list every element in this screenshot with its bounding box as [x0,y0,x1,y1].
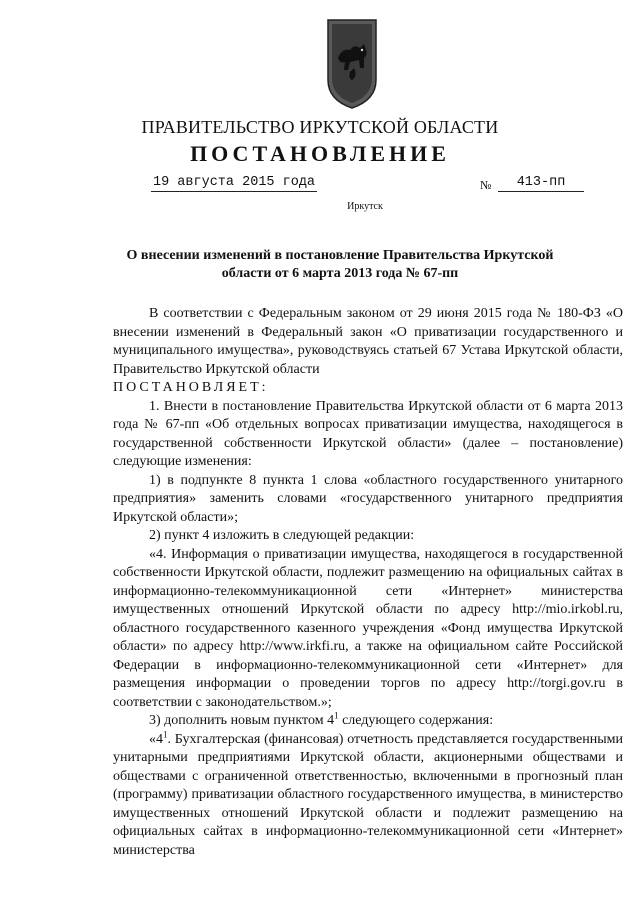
document-title: О внесении изменений в постановление Правительства Иркутской области от 6 марта 2013 года № 67-пп [126,248,554,281]
paragraph-new-item-4-1 [113,728,623,861]
city-name: Иркутск [347,201,383,212]
item-4-1-superscript: 1 [163,728,168,739]
subitem-3-superscript: 1 [334,710,339,721]
paragraph-new-item-4: «4. Информация о приватизации имущества, находящегося в государственной собственности Иркутской области, подлежит размещению на официальных сайтах в информационно-телекоммуникационной сети «Интернет» министерства имущественных отношений Иркутской области по адресу http://mio.irkobl.ru, областного государственного казенного учреждения «Фонд имущества Иркутской области» по адресу http://www.irkfi.ru, а также на официальном сайте Российской Федерации в информационно-телекоммуникационной сети «Интернет» для размещения информации о проведении торгов по адресу http://torgi.gov.ru в соответствии с законодательством.»; [113,546,623,710]
coat-of-arms-emblem [324,18,380,110]
paragraph-item-1: 1. Внести в постановление Правительства Иркутской области от 6 марта 2013 года № 67-пп «Об отдельных вопросах приватизации имущества, находящегося в государственной собственности Иркутской области» (далее – постановление) следующие изменения: [113,398,623,469]
document-type: ПОСТАНОВЛЕНИЕ [190,141,450,166]
document-body [113,305,623,860]
number-label: № [480,178,492,192]
document-date: 19 августа 2015 года [153,175,316,190]
subitem-3-text-end: следующего содержания: [338,713,494,728]
document-number: 413-пп [498,175,584,192]
paragraph-subitem-3 [113,712,623,731]
subitem-3-text: 3) дополнить новым пунктом 4 [149,713,335,728]
paragraph-subitem-1: 1) в подпункте 8 пункта 1 слова «областного государственного унитарного предприятия» заменить словами «государственного унитарного предприятия Иркутской области»; [113,472,623,525]
item-4-1-start: «4 [149,731,163,747]
item-4-1-text: . Бухгалтерская (финансовая) отчетность представляется государственными унитарными предприятиями Иркутской области, акционерными обществами и обществами с ограниченной ответственностью, включенными в прогнозный план (программу) приватизации областного государственного имущества, в министерство имущественных отношений Иркутской области и подлежит размещению на официальных сайтах в информационно-телекоммуникационной сети «Интернет» министерства [113,731,623,858]
resolves-heading: ПОСТАНОВЛЯЕТ: [113,380,269,395]
preamble-paragraph: В соответствии с Федеральным законом от 29 июня 2015 года № 180-ФЗ «О внесении изменений в Федеральный закон «О приватизации государственного и муниципального имущества», руководствуясь статьей 67 Устава Иркутской области, Правительство Иркутской области [113,306,623,377]
paragraph-subitem-2: 2) пункт 4 изложить в следующей редакции: [149,528,415,543]
government-name: ПРАВИТЕЛЬСТВО ИРКУТСКОЙ ОБЛАСТИ [141,117,499,137]
